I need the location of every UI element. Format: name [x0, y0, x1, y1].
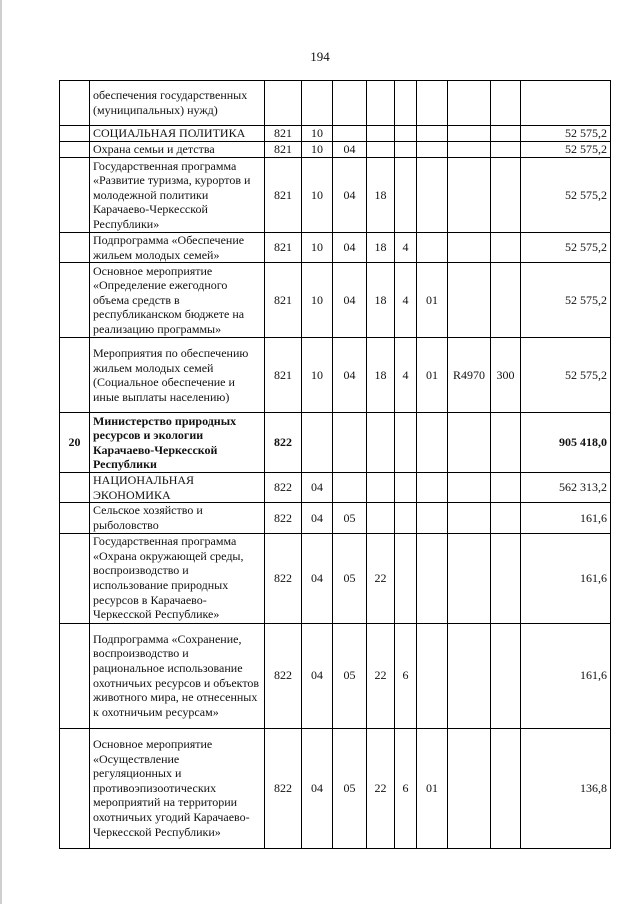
- item-name: Основное мероприятие «Определение ежегодного объема средств в республиканском бюджете на реализацию программы»: [90, 263, 265, 338]
- table-row: [60, 142, 611, 158]
- ministry-code: 821: [265, 338, 302, 413]
- table-row: [60, 126, 611, 142]
- table-row: [60, 413, 611, 473]
- subprogram-code: 4: [395, 338, 417, 413]
- page-number: 194: [310, 49, 330, 64]
- program-code: 22: [367, 533, 395, 623]
- program-code: 18: [367, 338, 395, 413]
- direction-code: R4970: [448, 338, 491, 413]
- row-number: [60, 81, 90, 126]
- expense-type-code: [491, 126, 521, 142]
- expense-type-code: [491, 81, 521, 126]
- subsection-code: 05: [333, 623, 367, 728]
- direction-code: [448, 473, 491, 503]
- expense-type-code: [491, 533, 521, 623]
- ministry-code: 822: [265, 473, 302, 503]
- section-code: 10: [302, 233, 333, 263]
- subprogram-code: 4: [395, 263, 417, 338]
- measure-code: [417, 623, 448, 728]
- amount: 52 575,2: [521, 233, 611, 263]
- section-code: 04: [302, 473, 333, 503]
- table-row: [60, 263, 611, 338]
- measure-code: [417, 413, 448, 473]
- expense-type-code: [491, 473, 521, 503]
- measure-code: [417, 126, 448, 142]
- subsection-code: 04: [333, 158, 367, 233]
- amount: 52 575,2: [521, 338, 611, 413]
- subprogram-code: [395, 81, 417, 126]
- section-code: 10: [302, 263, 333, 338]
- direction-code: [448, 158, 491, 233]
- section-code: 10: [302, 158, 333, 233]
- table-row: [60, 158, 611, 233]
- program-code: [367, 473, 395, 503]
- subprogram-code: 6: [395, 623, 417, 728]
- program-code: 18: [367, 263, 395, 338]
- measure-code: [417, 233, 448, 263]
- item-name: СОЦИАЛЬНАЯ ПОЛИТИКА: [90, 126, 265, 142]
- direction-code: [448, 263, 491, 338]
- subsection-code: 04: [333, 233, 367, 263]
- row-number: [60, 728, 90, 848]
- table-row: [60, 503, 611, 533]
- row-number: [60, 338, 90, 413]
- budget-table: [59, 80, 611, 849]
- item-name: Сельское хозяйство и рыболовство: [90, 503, 265, 533]
- ministry-code: 822: [265, 533, 302, 623]
- row-number: [60, 233, 90, 263]
- amount: 52 575,2: [521, 142, 611, 158]
- row-number: [60, 263, 90, 338]
- table-row: [60, 533, 611, 623]
- expense-type-code: 300: [491, 338, 521, 413]
- expense-type-code: [491, 503, 521, 533]
- subprogram-code: [395, 142, 417, 158]
- ministry-code: 821: [265, 158, 302, 233]
- section-code: 04: [302, 728, 333, 848]
- program-code: 18: [367, 158, 395, 233]
- amount: 52 575,2: [521, 263, 611, 338]
- expense-type-code: [491, 233, 521, 263]
- expense-type-code: [491, 158, 521, 233]
- amount: 52 575,2: [521, 158, 611, 233]
- amount: 136,8: [521, 728, 611, 848]
- ministry-code: [265, 81, 302, 126]
- program-code: [367, 126, 395, 142]
- row-number: [60, 126, 90, 142]
- measure-code: [417, 503, 448, 533]
- subprogram-code: [395, 158, 417, 233]
- subsection-code: 05: [333, 503, 367, 533]
- section-code: 10: [302, 338, 333, 413]
- direction-code: [448, 728, 491, 848]
- direction-code: [448, 233, 491, 263]
- direction-code: [448, 142, 491, 158]
- direction-code: [448, 503, 491, 533]
- section-code: 04: [302, 503, 333, 533]
- subprogram-code: 6: [395, 728, 417, 848]
- ministry-code: 821: [265, 233, 302, 263]
- expense-type-code: [491, 142, 521, 158]
- item-name: Основное мероприятие «Осуществление регуляционных и противоэпизоотических мероприятий на территории охотничьих угодий Карачаево-Черкесской Республики»: [90, 728, 265, 848]
- expense-type-code: [491, 413, 521, 473]
- measure-code: 01: [417, 338, 448, 413]
- ministry-code: 822: [265, 413, 302, 473]
- amount: 52 575,2: [521, 126, 611, 142]
- program-code: [367, 503, 395, 533]
- subsection-code: [333, 473, 367, 503]
- amount: 905 418,0: [521, 413, 611, 473]
- amount: 161,6: [521, 533, 611, 623]
- item-name: обеспечения государственных (муниципальных) нужд): [90, 81, 265, 126]
- direction-code: [448, 81, 491, 126]
- subsection-code: [333, 81, 367, 126]
- measure-code: 01: [417, 728, 448, 848]
- subprogram-code: [395, 413, 417, 473]
- table-row: [60, 81, 611, 126]
- page-edge: [0, 0, 2, 904]
- subsection-code: [333, 413, 367, 473]
- item-name: Министерство природных ресурсов и экологии Карачаево-Черкесской Республики: [90, 413, 265, 473]
- table-row: [60, 728, 611, 848]
- row-number: [60, 142, 90, 158]
- measure-code: [417, 81, 448, 126]
- item-name: Мероприятия по обеспечению жильем молодых семей (Социальное обеспечение и иные выплаты населению): [90, 338, 265, 413]
- measure-code: [417, 533, 448, 623]
- measure-code: [417, 142, 448, 158]
- row-number: [60, 623, 90, 728]
- ministry-code: 822: [265, 623, 302, 728]
- item-name: Подпрограмма «Сохранение, воспроизводство и рациональное использование охотничьих ресурсов и объектов животного мира, не отнесенных к охотничьим ресурсам»: [90, 623, 265, 728]
- amount: 161,6: [521, 623, 611, 728]
- item-name: НАЦИОНАЛЬНАЯ ЭКОНОМИКА: [90, 473, 265, 503]
- expense-type-code: [491, 728, 521, 848]
- table-row: [60, 338, 611, 413]
- section-code: [302, 413, 333, 473]
- program-code: 18: [367, 233, 395, 263]
- item-name: Государственная программа «Охрана окружающей среды, воспроизводство и использование природных ресурсов в Карачаево-Черкесской Республике»: [90, 533, 265, 623]
- direction-code: [448, 623, 491, 728]
- measure-code: 01: [417, 263, 448, 338]
- amount: 562 313,2: [521, 473, 611, 503]
- section-code: 04: [302, 623, 333, 728]
- program-code: [367, 81, 395, 126]
- subsection-code: 05: [333, 533, 367, 623]
- subsection-code: [333, 126, 367, 142]
- ministry-code: 822: [265, 503, 302, 533]
- amount: 161,6: [521, 503, 611, 533]
- section-code: 10: [302, 126, 333, 142]
- item-name: Подпрограмма «Обеспечение жильем молодых семей»: [90, 233, 265, 263]
- ministry-code: 822: [265, 728, 302, 848]
- subsection-code: 05: [333, 728, 367, 848]
- section-code: 10: [302, 142, 333, 158]
- ministry-code: 821: [265, 142, 302, 158]
- subsection-code: 04: [333, 338, 367, 413]
- program-code: 22: [367, 623, 395, 728]
- section-code: [302, 81, 333, 126]
- direction-code: [448, 413, 491, 473]
- subprogram-code: 4: [395, 233, 417, 263]
- program-code: 22: [367, 728, 395, 848]
- row-number: [60, 473, 90, 503]
- subprogram-code: [395, 126, 417, 142]
- subsection-code: 04: [333, 263, 367, 338]
- measure-code: [417, 473, 448, 503]
- table-row: [60, 233, 611, 263]
- table-row: [60, 623, 611, 728]
- direction-code: [448, 126, 491, 142]
- row-number: 20: [60, 413, 90, 473]
- measure-code: [417, 158, 448, 233]
- row-number: [60, 533, 90, 623]
- expense-type-code: [491, 623, 521, 728]
- direction-code: [448, 533, 491, 623]
- subprogram-code: [395, 503, 417, 533]
- subprogram-code: [395, 533, 417, 623]
- row-number: [60, 503, 90, 533]
- item-name: Охрана семьи и детства: [90, 142, 265, 158]
- table-row: [60, 473, 611, 503]
- subsection-code: 04: [333, 142, 367, 158]
- ministry-code: 821: [265, 263, 302, 338]
- ministry-code: 821: [265, 126, 302, 142]
- item-name: Государственная программа «Развитие туризма, курортов и молодежной политики Карачаево-Черкесской Республики»: [90, 158, 265, 233]
- program-code: [367, 142, 395, 158]
- row-number: [60, 158, 90, 233]
- amount: [521, 81, 611, 126]
- subprogram-code: [395, 473, 417, 503]
- section-code: 04: [302, 533, 333, 623]
- expense-type-code: [491, 263, 521, 338]
- program-code: [367, 413, 395, 473]
